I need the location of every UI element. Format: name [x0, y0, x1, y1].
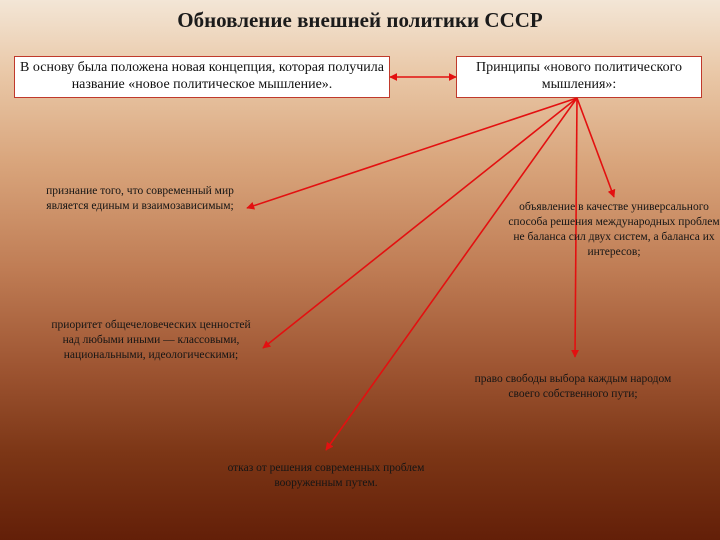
arrow-to-principle-1 [247, 98, 577, 208]
principle-no-armed-solutions: отказ от решения современных проблем вооруженным путем. [227, 462, 425, 489]
principle-unity: признание того, что современный мир является единым и взаимозависимым; [46, 185, 234, 212]
page-title: Обновление внешней политики СССР [177, 8, 543, 32]
principle-freedom-of-choice: право свободы выбора каждым народом своего собственного пути; [474, 373, 672, 400]
principle-universal-values: приоритет общечеловеческих ценностей над любыми иными — классовыми, национальными, идеологическими; [51, 319, 251, 361]
concept-text: В основу была положена новая концепция, которая получила название «новое политическое мышление». [20, 60, 384, 92]
principles-heading: Принципы «нового политического мышления»: [475, 60, 683, 92]
arrow-to-principle-4 [577, 98, 614, 197]
principle-balance-of-interests: объявление в качестве универсального способа решения международных проблем не баланса сил двух систем, а баланса их интересов; [508, 201, 720, 258]
